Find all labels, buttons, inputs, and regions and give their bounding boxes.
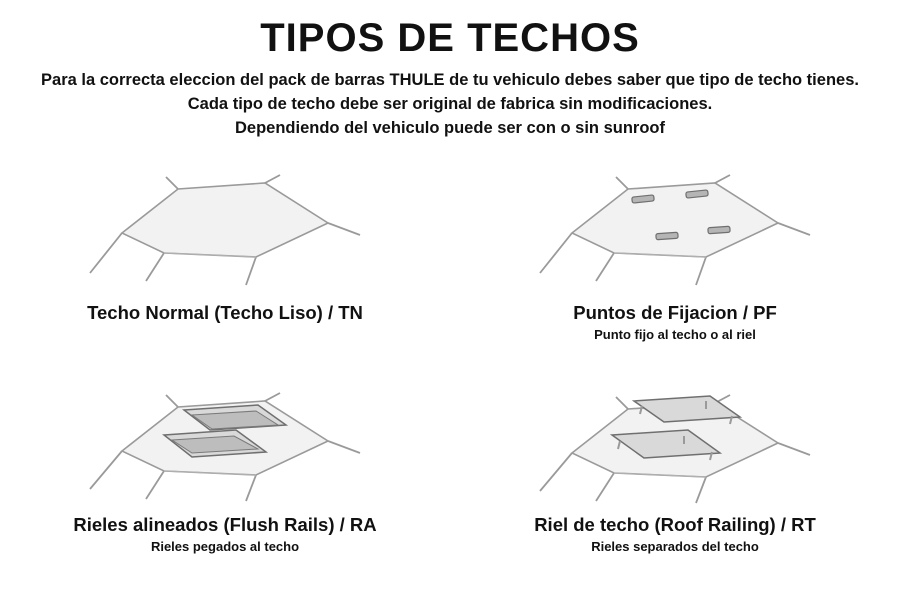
subtitle-line-2: Cada tipo de techo debe ser original de fabrica sin modificaciones. [187, 94, 713, 113]
subtitle-line-1: Para la correcta eleccion del pack de barras THULE de tu vehiculo debes saber que tipo de techo tienes. [41, 71, 859, 89]
roof-type-caption-rt: Riel de techo (Roof Railing) / RT [534, 513, 816, 535]
car-roof-plain-icon [60, 161, 390, 296]
subtitle-block [0, 69, 900, 141]
roof-type-cell-tn [0, 157, 450, 367]
roof-type-cell-ra [0, 367, 450, 577]
roof-types-grid [0, 157, 900, 577]
roof-type-subcaption-ra: Rieles pegados al techo [150, 538, 300, 554]
roof-type-subcaption-rt: Rieles separados del techo [591, 538, 759, 554]
car-roof-flush-rails-icon [60, 373, 390, 508]
roof-type-caption-tn: Techo Normal (Techo Liso) / TN [87, 301, 363, 323]
car-roof-raised-railing-icon [510, 373, 840, 508]
roof-type-subcaption-pf: Punto fijo al techo o al riel [594, 326, 756, 342]
roof-type-cell-pf [450, 157, 900, 367]
subtitle-line-3: Dependiendo del vehiculo puede ser con o sin sunroof [235, 118, 665, 137]
roof-type-caption-pf: Puntos de Fijacion / PF [573, 301, 777, 323]
page-title: TIPOS DE TECHOS [260, 16, 640, 60]
roof-type-cell-rt [450, 367, 900, 577]
roof-type-caption-ra: Rieles alineados (Flush Rails) / RA [73, 513, 377, 535]
car-roof-fixpoints-icon [510, 161, 840, 296]
